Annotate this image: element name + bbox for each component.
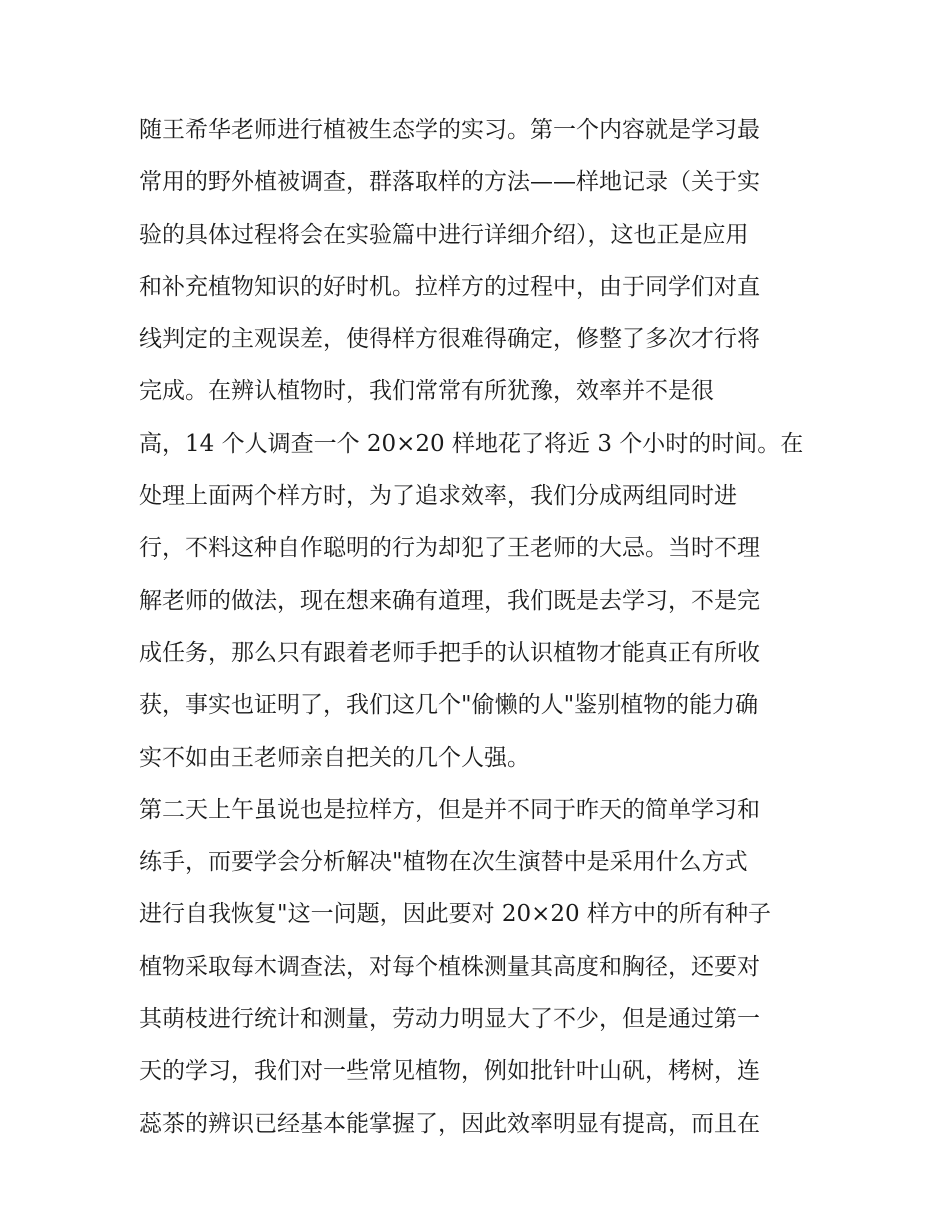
text-line: 天的学习，我们对一些常见植物，例如批针叶山矾，栲树，连 <box>139 1058 760 1085</box>
text-line: 和补充植物知识的好时机。拉样方的过程中，由于同学们对直 <box>139 273 760 300</box>
text-line: 其萌枝进行统计和测量，劳动力明显大了不少，但是通过第一 <box>139 1006 760 1033</box>
text-line: 线判定的主观误差，使得样方很难得确定，修整了多次才行将 <box>139 326 760 353</box>
text-line: 获，事实也证明了，我们这几个"偷懒的人"鉴别植物的能力确 <box>139 692 759 719</box>
text-line: 植物采取每木调查法，对每个植株测量其高度和胸径，还要对 <box>139 953 760 980</box>
text-line: 成任务，那么只有跟着老师手把手的认识植物才能真正有所收 <box>139 639 760 666</box>
text-line: 完成。在辨认植物时，我们常常有所犹豫，效率并不是很 <box>139 378 714 405</box>
text-line: 进行自我恢复"这一问题，因此要对 20×20 样方中的所有种子 <box>139 901 772 928</box>
body-text <box>139 104 819 1150</box>
text-line: 验的具体过程将会在实验篇中进行详细介绍），这也正是应用 <box>139 221 749 248</box>
text-line: 练手，而要学会分析解决"植物在次生演替中是采用什么方式 <box>139 849 748 876</box>
text-line: 第二天上午虽说也是拉样方，但是并不同于昨天的简单学习和 <box>139 796 760 823</box>
text-line: 实不如由王老师亲自把关的几个人强。 <box>139 744 530 771</box>
text-line: 常用的野外植被调查，群落取样的方法——样地记录（关于实 <box>139 169 760 196</box>
text-line: 解老师的做法，现在想来确有道理，我们既是去学习，不是完 <box>139 587 760 614</box>
text-line: 行，不料这种自作聪明的行为却犯了王老师的大忌。当时不理 <box>139 535 760 562</box>
text-line: 处理上面两个样方时，为了追求效率，我们分成两组同时进 <box>139 483 737 510</box>
text-line: 高，14 个人调查一个 20×20 样地花了将近 3 个小时的时间。在 <box>139 430 804 457</box>
text-line: 随王希华老师进行植被生态学的实习。第一个内容就是学习最 <box>139 117 760 143</box>
text-line: 蕊茶的辨识已经基本能掌握了，因此效率明显有提高，而且在 <box>139 1110 760 1137</box>
